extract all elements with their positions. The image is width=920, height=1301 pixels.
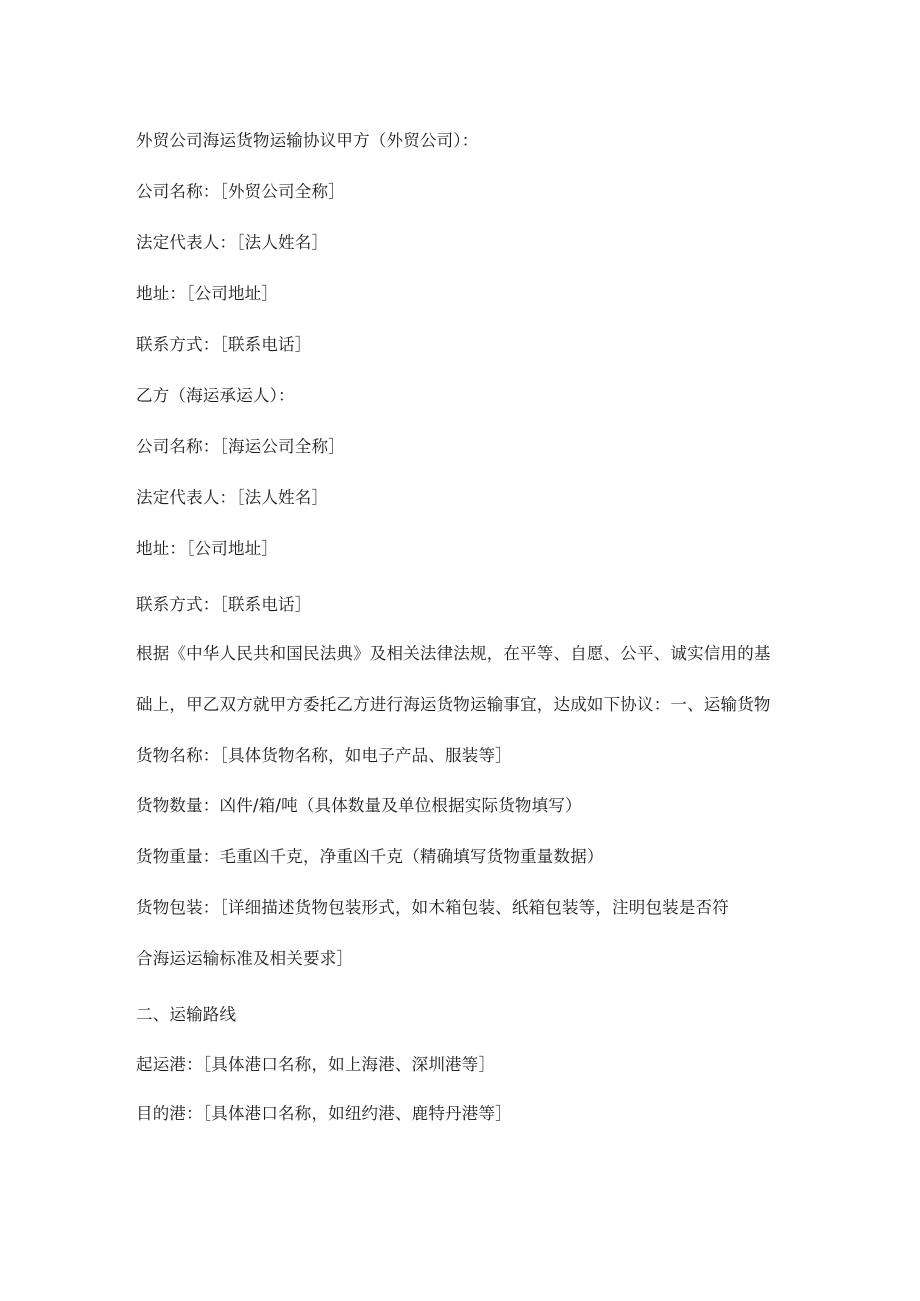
- party-a-legal-rep: 法定代表人：［法人姓名］: [136, 233, 329, 252]
- party-b-address: 地址：［公司地址］: [136, 539, 279, 558]
- preamble-line-1: 根据《中华人民共和国民法典》及相关法律法规，在平等、自愿、公平、诚实信用的基: [136, 644, 771, 663]
- goods-weight: 货物重量：毛重凶千克，净重凶千克（精确填写货物重量数据）: [136, 847, 604, 866]
- title-party-a-heading: 外贸公司海运货物运输协议甲方（外贸公司）：: [136, 131, 479, 150]
- goods-quantity: 货物数量：凶件/箱/吨（具体数量及单位根据实际货物填写）: [136, 796, 582, 815]
- goods-packaging-line-1: 货物包装：［详细描述货物包装形式，如木箱包装、纸箱包装等，注明包装是否符: [136, 898, 729, 917]
- port-of-destination: 目的港：［具体港口名称，如纽约港、鹿特丹港等］: [136, 1104, 512, 1123]
- goods-name: 货物名称：［具体货物名称，如电子产品、服装等］: [136, 746, 512, 765]
- section-2-heading: 二、运输路线: [136, 1005, 237, 1024]
- party-b-company-name: 公司名称：［海运公司全称］: [136, 437, 345, 456]
- preamble-line-2: 础上，甲乙双方就甲方委托乙方进行海运货物运输事宜，达成如下协议：一、运输货物: [136, 695, 771, 714]
- party-a-contact: 联系方式：［联系电话］: [136, 335, 312, 354]
- party-b-contact: 联系方式：［联系电话］: [136, 595, 312, 614]
- party-b-heading: 乙方（海运承运人）：: [136, 386, 295, 405]
- port-of-loading: 起运港：［具体港口名称，如上海港、深圳港等］: [136, 1055, 496, 1074]
- goods-packaging-line-2: 合海运运输标准及相关要求］: [136, 949, 354, 968]
- party-b-legal-rep: 法定代表人：［法人姓名］: [136, 488, 329, 507]
- party-a-company-name: 公司名称：［外贸公司全称］: [136, 182, 345, 201]
- party-a-address: 地址：［公司地址］: [136, 284, 279, 303]
